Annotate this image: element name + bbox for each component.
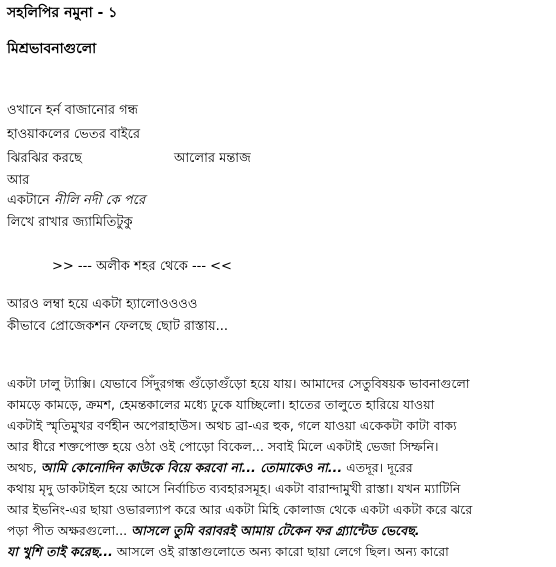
doc-title: সহলিপির নমুনা - ১ [7, 5, 118, 21]
prose-emphasis: আসলে তুমি বরাবরই আমায় টেকেন ফর গ্র্যান্টেড ভেবেছ. [131, 523, 420, 538]
prose-line: আর ধীরে শক্তপোক্ত হয়ে ওঠা ওই পোড়ো বিকেল... সবাই মিলে একটাই ভেজা সিম্ফনি। [7, 439, 439, 454]
section2-line-2: কীভাবে প্রোজেকশন ফেলছে ছোট রাস্তায়... [7, 319, 229, 334]
poem-line-3 [7, 150, 82, 168]
prose-line [7, 541, 553, 562]
poem-line-6: লিখে রাখার জ্যামিতিটুকু [7, 215, 133, 230]
prose-emphasis: আমি কোনোদিন কাউকে বিয়ে করবো না... তোমাকেও না... [40, 460, 343, 475]
prose-paragraph [7, 373, 553, 562]
doc-subtitle: মিশ্রভাবনাগুলো [7, 41, 97, 57]
prose-plain: আসলে ওই রাস্তাগুলোতে অন্য কারো ছায়া লেগে ছিল। অন্য কারো [112, 544, 449, 559]
poem-line-1: ওখানে হর্ন বাজানোর গন্ধ [7, 103, 138, 118]
prose-plain: পড়া পীত অক্ষরগুলো... [7, 523, 132, 538]
poem-line-5-italic: নীলি নদী কে পরে [53, 193, 146, 208]
prose-line [7, 520, 553, 541]
section2-line-1: আরও লম্বা হয়ে একটা হ্যালোওওওও [7, 297, 198, 312]
prose-line: একটাই স্মৃতিমুখর বর্ণহীন অপেরাহাউস। অথচ ব্রা-এর হুক, গলে যাওয়া একেকটা কাটা বাক্য [7, 418, 457, 433]
poem-line-4: আর [7, 173, 30, 188]
prose-line: আর ইভনিং-এর ছায়া ওভারল্যাপ করে আর একটা মিহি কোলাজ থেকে একটা একটা করে ঝরে [7, 502, 473, 517]
prose-line: একটা ঢালু ট্যাক্সি। যেভাবে সিঁদুরগন্ধ গুঁড়োগুঁড়ো হয়ে যায়। আমাদের সেতুবিষয়ক ভাবনাগুলো [7, 376, 470, 391]
prose-line: কামড়ে কামড়ে, ক্রমশ, হেমন্তকালের মধ্যে ঢুকে যাচ্ছিলো। হাতের তালুতে হারিয়ে যাওয়া [7, 397, 435, 412]
poem-line-3-right: আলোর মন্তাজ [174, 151, 251, 166]
prose-plain: এতদূর। দূরের [342, 460, 413, 475]
prose-emphasis: যা খুশি তাই করেছ... [7, 544, 113, 559]
poem-line-2: হাওয়াকলের ভেতর বাইরে [7, 127, 141, 142]
poem-line-3-left: ঝিরঝির করছে [7, 151, 82, 166]
poem-line-5-plain: একটানে [7, 193, 54, 208]
prose-line [7, 457, 553, 478]
section-heading: >> --- অলীক শহর থেকে --- << [52, 259, 232, 274]
prose-line: কথায় মৃদু ডাকটাইল হয়ে আসে নির্বাচিত ব্যবহারসমূহ। একটা বারান্দামুখী রাস্তা। যখন ম্যাটিনি [7, 481, 461, 496]
prose-plain: অথচ, [7, 460, 41, 475]
poem-line-5 [7, 192, 145, 210]
